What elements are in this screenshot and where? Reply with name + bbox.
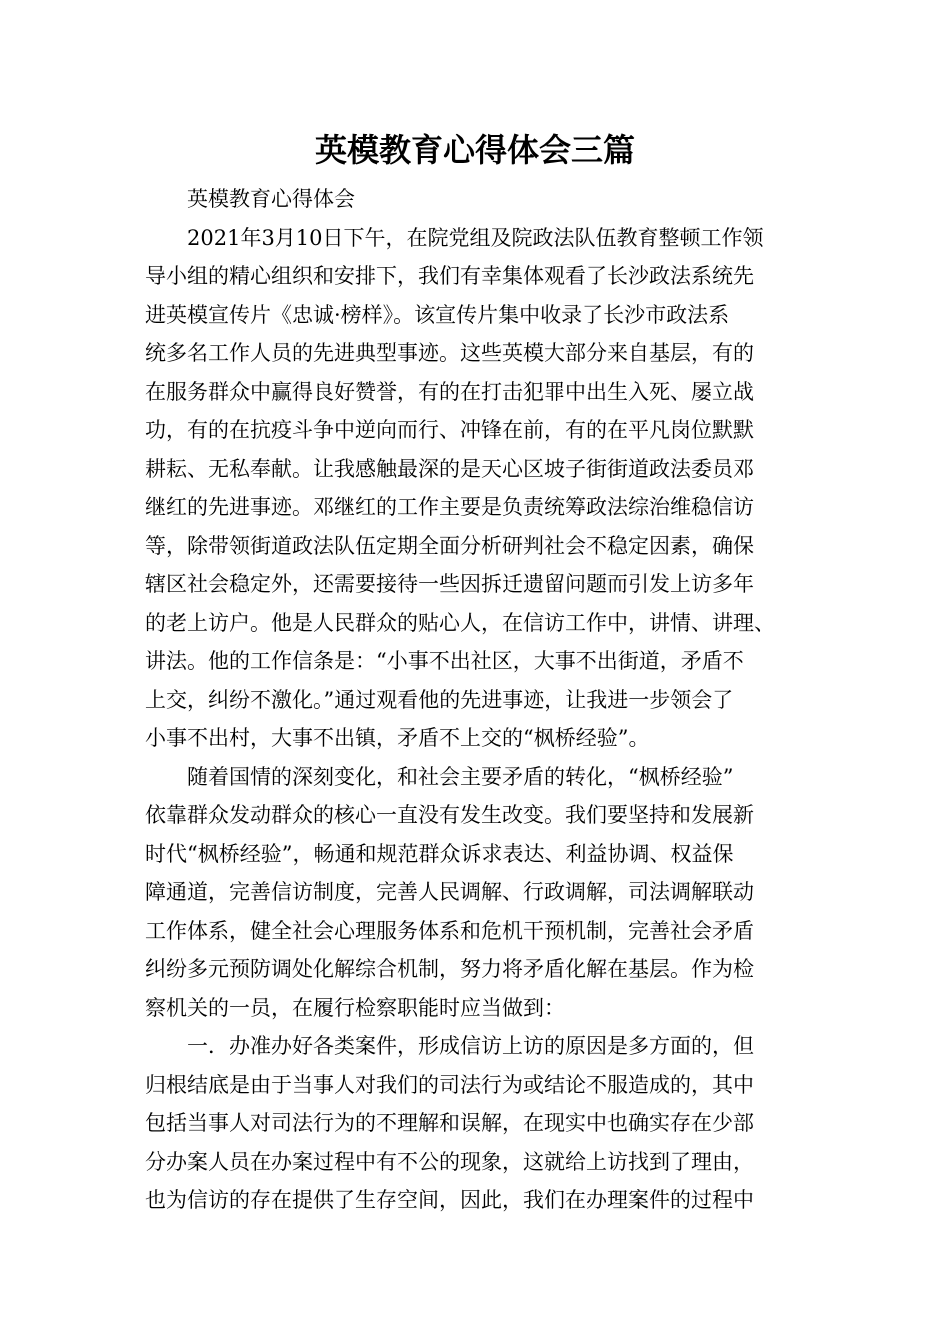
text-line: 耕耘、无私奉献。让我感触最深的是天心区坡子街街道政法委员邓: [145, 456, 754, 481]
text-line: 包括当事人对司法行为的不理解和误解，在现实中也确实存在少部: [145, 1111, 754, 1135]
text-line: 时代“枫桥经验”，畅通和规范群众诉求表达、利益协调、权益保: [145, 841, 734, 866]
text-line: 继红的先进事迹。邓继红的工作主要是负责统筹政法综治维稳信访: [145, 495, 754, 519]
text-line: 在服务群众中赢得良好赞誉，有的在打击犯罪中出生入死、屡立战: [145, 379, 754, 404]
document-body: [145, 180, 807, 1220]
document-title: 英模教育心得体会三篇: [314, 131, 635, 169]
text-line: 归根结底是由于当事人对我们的司法行为或结论不服造成的，其中: [145, 1072, 754, 1097]
text-line: 障通道，完善信访制度，完善人民调解、行政调解，司法调解联动: [145, 880, 754, 904]
section-subtitle: 英模教育心得体会: [187, 187, 355, 211]
text-line: 统多名工作人员的先进典型事迹。这些英模大部分来自基层，有的: [145, 341, 754, 365]
text-line: 讲法。他的工作信条是：“小事不出社区，大事不出街道，矛盾不: [145, 649, 744, 673]
text-line: 工作体系，健全社会心理服务体系和危机干预机制，完善社会矛盾: [145, 918, 754, 943]
text-line: 上交，纠纷不激化。”通过观看他的先进事迹，让我进一步领会了: [145, 687, 734, 712]
text-line: 小事不出村，大事不出镇，矛盾不上交的“枫桥经验”。: [145, 726, 650, 750]
text-line: 纠纷多元预防调处化解综合机制，努力将矛盾化解在基层。作为检: [145, 957, 754, 981]
text-line: 分办案人员在办案过程中有不公的现象，这就给上访找到了理由，: [145, 1149, 754, 1174]
paragraph-2: [145, 758, 807, 1028]
text-line: 辖区社会稳定外，还需要接待一些因拆迁遗留问题而引发上访多年: [145, 572, 754, 596]
text-line: 依靠群众发动群众的核心一直没有发生改变。我们要坚持和发展新: [145, 803, 754, 827]
text-line: 等，除带领街道政法队伍定期全面分析研判社会不稳定因素，确保: [145, 533, 754, 558]
text-line: 的老上访户。他是人民群众的贴心人，在信访工作中，讲情、讲理、: [145, 610, 775, 635]
text-line: 一．办准办好各类案件，形成信访上访的原因是多方面的，但: [187, 1034, 754, 1058]
text-line: 进英模宣传片《忠诚·榜样》。该宣传片集中收录了长沙市政法系: [145, 302, 730, 327]
paragraph-3: [145, 1027, 807, 1220]
text-line: 功，有的在抗疫斗争中逆向而行、冲锋在前，有的在平凡岗位默默: [145, 418, 754, 442]
paragraph-1: [145, 219, 807, 758]
text-line: 随着国情的深刻变化，和社会主要矛盾的转化，“枫桥经验”: [187, 764, 734, 789]
text-line: 2021年3月10日下午，在院党组及院政法队伍教育整顿工作领: [187, 225, 764, 250]
text-line: 导小组的精心组织和安排下，我们有幸集体观看了长沙政法系统先: [145, 264, 754, 288]
text-line: 也为信访的存在提供了生存空间，因此，我们在办理案件的过程中: [145, 1188, 754, 1212]
text-line: 察机关的一员，在履行检察职能时应当做到：: [145, 995, 565, 1020]
